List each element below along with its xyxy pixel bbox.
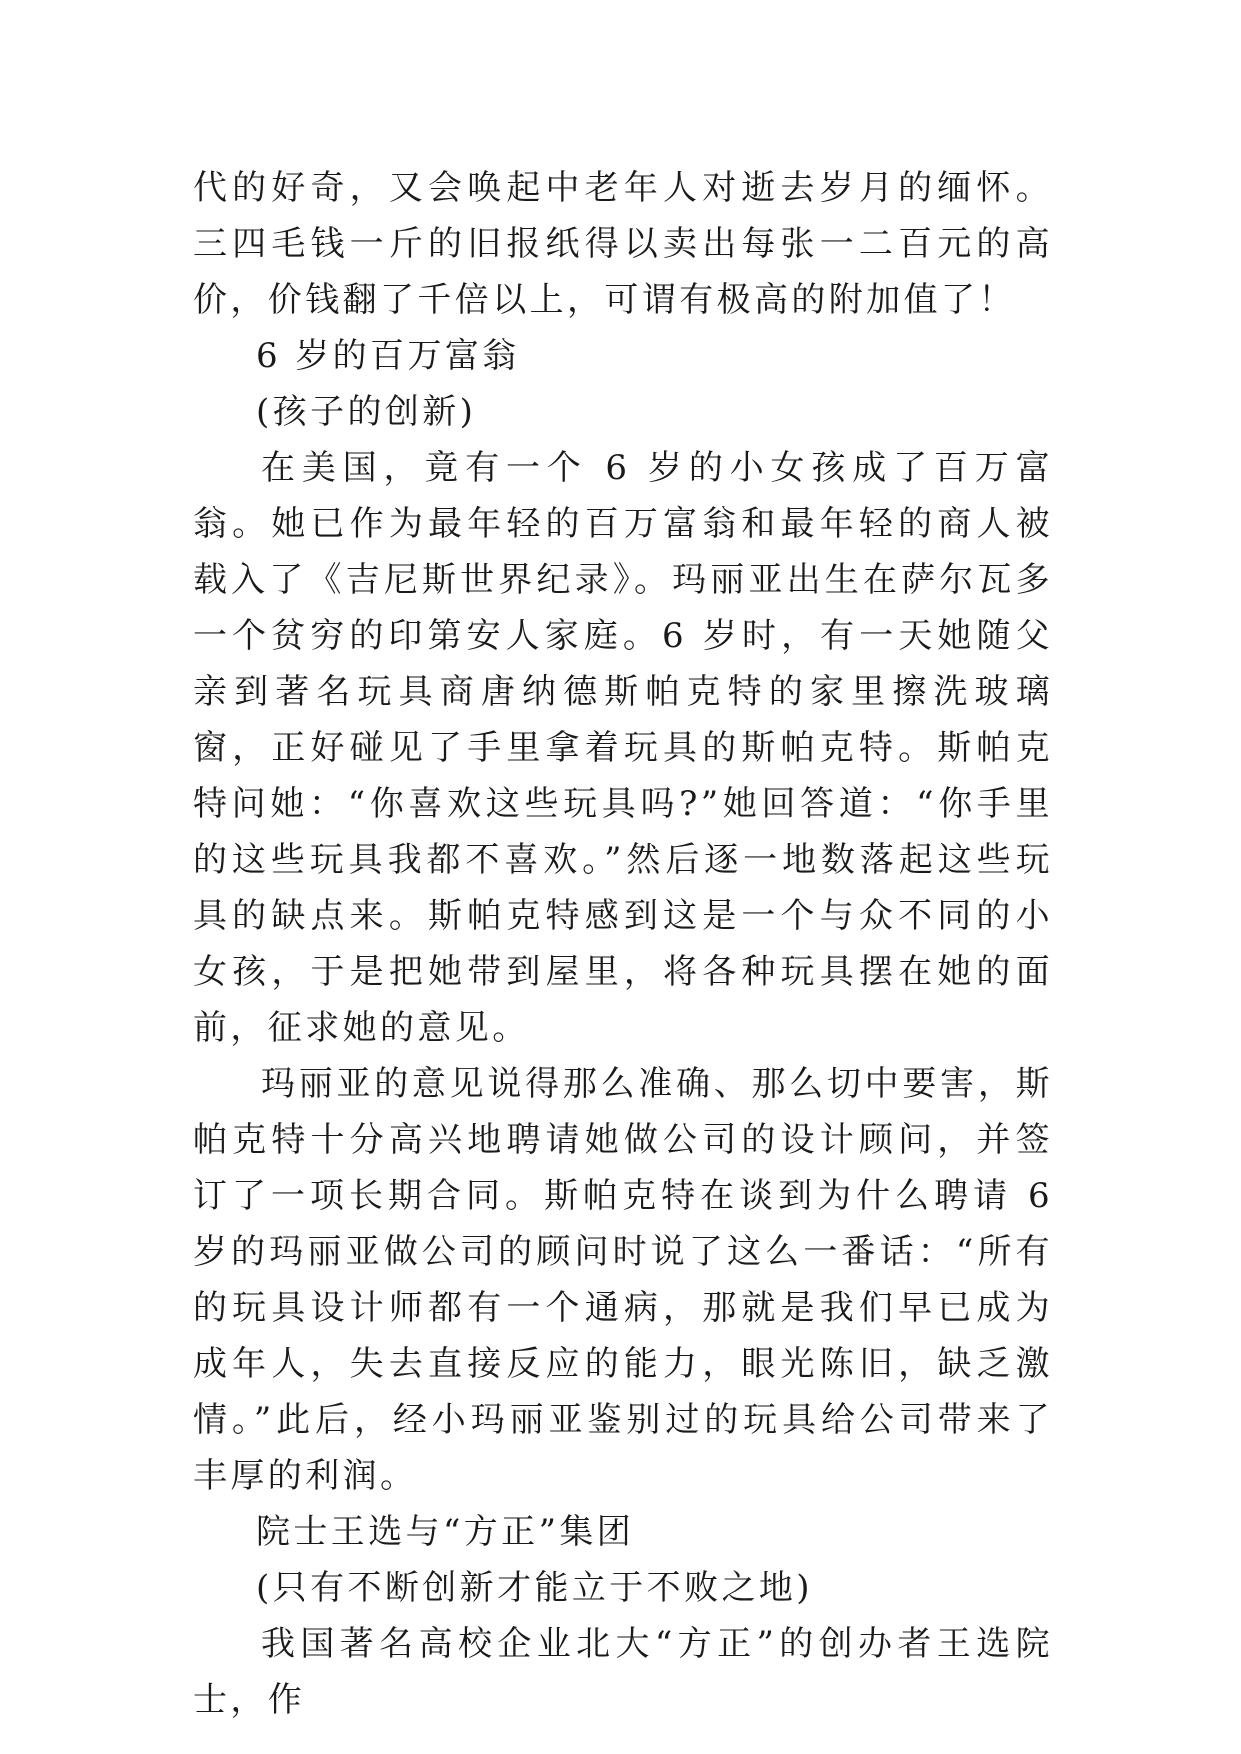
section-subheading-innovation: (只有不断创新才能立于不败之地) — [256, 1568, 813, 1608]
document-body — [193, 160, 1053, 1728]
paragraph-founder-intro: 我国著名高校企业北大“方正”的创办者王选院士，作 — [193, 1624, 1053, 1720]
section-subheading-child-innovation: (孩子的创新) — [256, 392, 477, 432]
paragraph-maria-consultant: 玛丽亚的意见说得那么准确、那么切中要害，斯帕克特十分高兴地聘请她做公司的设计顾问，并签订了一项长期合同。斯帕克特在谈到为什么聘请 6 岁的玛丽亚做公司的顾问时说了这么一番话：“所有的玩具设计师都有一个通病，那就是我们早已成为成年人，失去直接反应的能力，眼光陈旧，缺乏激情。”此后，经小玛丽亚鉴别过的玩具给公司带来了丰厚的利润。 — [193, 1064, 1053, 1496]
section-heading-millionaire: 6 岁的百万富翁 — [256, 336, 520, 376]
paragraph-continuation: 代的好奇，又会唤起中老年人对逝去岁月的缅怀。三四毛钱一斤的旧报纸得以卖出每张一二百元的高价，价钱翻了千倍以上，可谓有极高的附加值了！ — [193, 168, 1053, 320]
section-heading-wangxuan: 院士王选与“方正”集团 — [256, 1512, 635, 1552]
paragraph-maria-story: 在美国，竟有一个 6 岁的小女孩成了百万富翁。她已作为最年轻的百万富翁和最年轻的商人被载入了《吉尼斯世界纪录》。玛丽亚出生在萨尔瓦多一个贫穷的印第安人家庭。6 岁时，有一天她随父亲到著名玩具商唐纳德斯帕克特的家里擦洗玻璃窗，正好碰见了手里拿着玩具的斯帕克特。斯帕克特问她：“你喜欢这些玩具吗?”她回答道：“你手里的这些玩具我都不喜欢。”然后逐一地数落起这些玩具的缺点来。斯帕克特感到这是一个与众不同的小女孩，于是把她带到屋里，将各种玩具摆在她的面前，征求她的意见。 — [193, 448, 1053, 1048]
